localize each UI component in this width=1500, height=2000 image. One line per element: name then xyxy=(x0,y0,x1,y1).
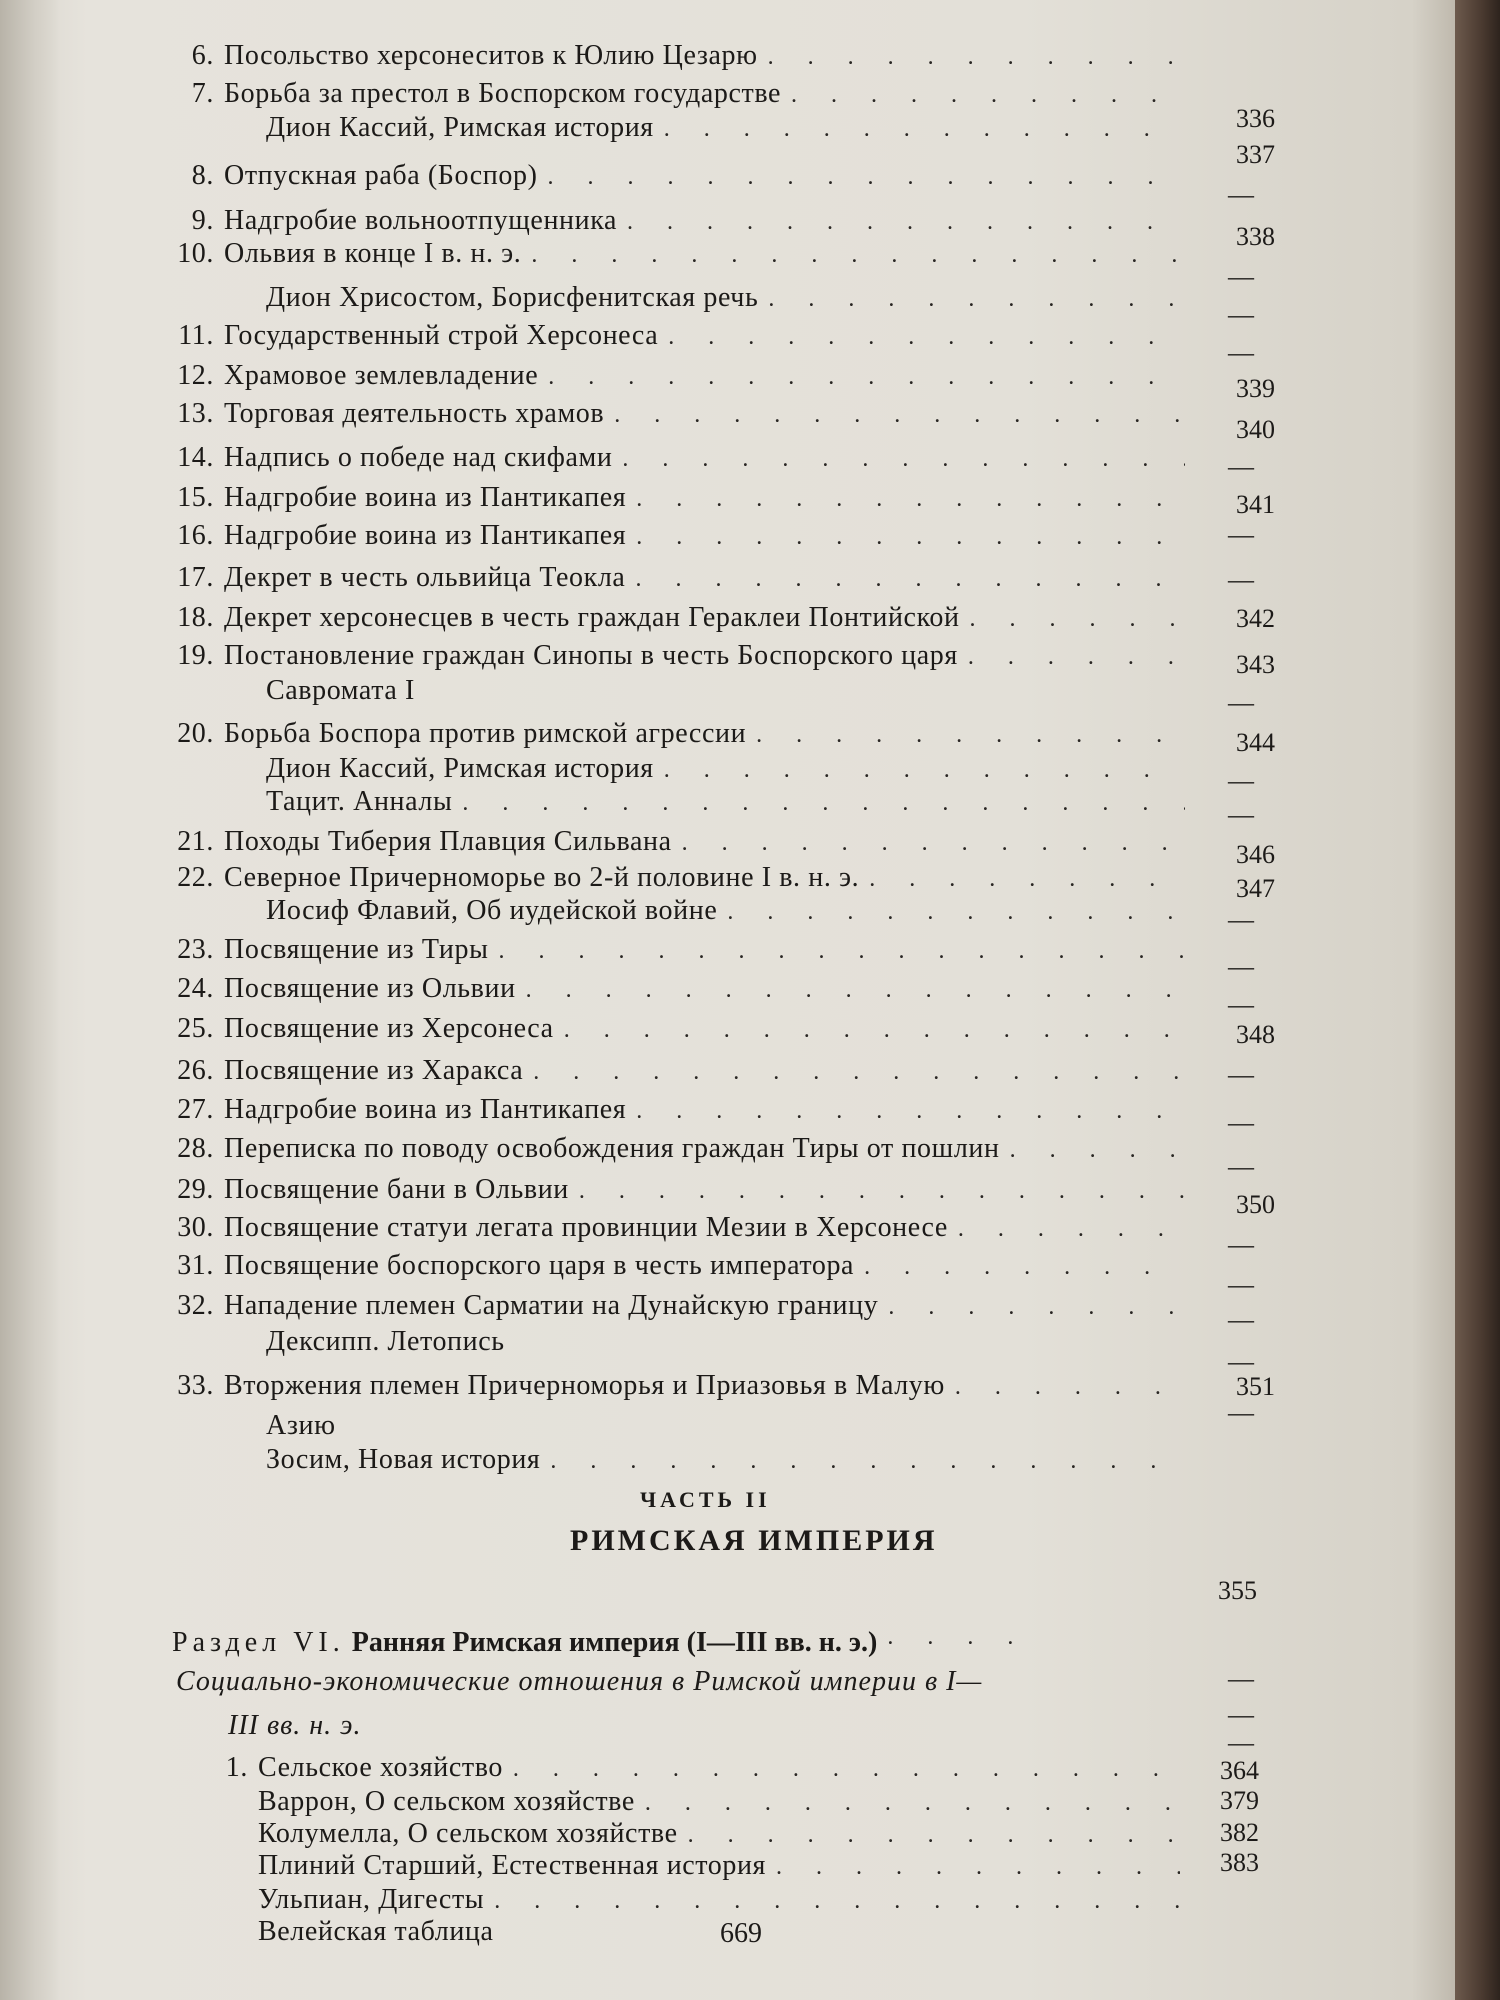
toc-entry xyxy=(166,160,1185,200)
page-number: — xyxy=(1228,1728,1254,1757)
page-number: 341 xyxy=(1236,490,1275,519)
entry-number: 23. xyxy=(177,934,214,965)
page-number: — xyxy=(1228,800,1254,829)
toc-entry xyxy=(266,1444,1185,1484)
entry-number: 21. xyxy=(177,826,214,857)
dot-leader xyxy=(854,1254,1185,1281)
toc-entry xyxy=(166,482,1185,522)
entry-number: 9. xyxy=(191,205,214,236)
toc-entry xyxy=(166,398,1185,438)
entry-number: 26. xyxy=(177,1055,214,1086)
entry-number: 20. xyxy=(177,718,214,749)
entry-title: Посвящение из Харакса xyxy=(224,1055,524,1086)
page-number: 342 xyxy=(1236,604,1275,633)
dot-leader xyxy=(569,1178,1185,1205)
entry-title: Торговая деятельность храмов xyxy=(224,398,605,429)
dot-leader xyxy=(678,1822,1180,1849)
page-number: 364 xyxy=(1220,1756,1259,1785)
entry-number: 24. xyxy=(177,973,214,1004)
entry-title: Декрет в честь ольвийца Теокла xyxy=(224,562,626,593)
dot-leader xyxy=(626,486,1185,513)
page-number: — xyxy=(1228,990,1254,1019)
dot-leader xyxy=(746,722,1185,749)
entry-title: Дексипп. Летопись xyxy=(266,1326,505,1357)
dot-leader xyxy=(452,790,1185,817)
dot-leader xyxy=(503,1756,1180,1783)
dot-leader xyxy=(538,364,1185,391)
page-number: — xyxy=(1228,1108,1254,1137)
entry-title: Дион Хрисостом, Борисфенитская речь xyxy=(266,282,759,313)
page-number: — xyxy=(1228,300,1254,329)
dot-leader xyxy=(758,286,1185,313)
entry-number: 1. xyxy=(225,1752,248,1783)
dot-leader xyxy=(617,209,1185,236)
dot-leader xyxy=(1000,1137,1185,1164)
page-number: 336 xyxy=(1236,104,1275,133)
entry-title: Надпись о победе над скифами xyxy=(224,442,613,473)
part-title: РИМСКАЯ ИМПЕРИЯ xyxy=(570,1524,938,1557)
entry-number: 30. xyxy=(177,1212,214,1243)
page-number: — xyxy=(1228,688,1254,717)
entry-title: Посвящение бани в Ольвии xyxy=(224,1174,569,1205)
page-number: 339 xyxy=(1236,374,1275,403)
entry-number: 31. xyxy=(177,1250,214,1281)
entry-number: 16. xyxy=(177,520,214,551)
section-label: Раздел VI. xyxy=(172,1627,345,1658)
entry-number: 29. xyxy=(177,1174,214,1205)
toc-entry xyxy=(166,562,1185,602)
entry-title: Северное Причерноморье во 2-й половине I в. н. э. xyxy=(224,862,860,893)
toc-entry xyxy=(166,1212,1185,1252)
page-number: — xyxy=(1228,1305,1254,1334)
page-number: — xyxy=(1228,1152,1254,1181)
page-number: 347 xyxy=(1236,874,1275,903)
toc-entry xyxy=(166,826,1185,866)
dot-leader xyxy=(948,1216,1185,1243)
dot-leader xyxy=(654,116,1185,143)
dot-leader xyxy=(516,977,1185,1004)
entry-title: Тацит. Анналы xyxy=(266,786,453,817)
page-number: — xyxy=(1228,180,1254,209)
entry-title: Велейская таблица xyxy=(258,1916,494,1947)
entry-title: Отпускная раба (Боспор) xyxy=(224,160,538,191)
toc-entry xyxy=(266,1326,1185,1366)
entry-title: Посвящение боспорского царя в честь императора xyxy=(224,1250,855,1281)
page-number: — xyxy=(1228,905,1254,934)
entry-title: Плиний Старший, Естественная история xyxy=(258,1850,767,1881)
toc-subentry xyxy=(258,1916,1180,1956)
page-number: 340 xyxy=(1236,415,1275,444)
entry-title: Борьба за престол в Боспорском государстве xyxy=(224,78,782,109)
dot-leader xyxy=(612,446,1185,473)
dot-leader xyxy=(717,899,1185,926)
entry-title: Храмовое землевладение xyxy=(224,360,539,391)
entry-number: 6. xyxy=(191,40,214,71)
toc-entry xyxy=(166,1133,1185,1173)
entry-title: Посвящение из Тиры xyxy=(224,934,489,965)
entry-title: Декрет херсонесцев в честь граждан Гераклеи Понтийской xyxy=(224,602,960,633)
toc-entry xyxy=(266,112,1185,152)
entry-title: Надгробие воина из Пантикапея xyxy=(224,1094,627,1125)
entry-title: Сельское хозяйство xyxy=(258,1752,503,1783)
dot-leader xyxy=(604,402,1185,429)
entry-title: Посольство херсонеситов к Юлию Цезарю xyxy=(224,40,758,71)
dot-leader xyxy=(781,82,1185,109)
toc-entry xyxy=(166,1013,1185,1053)
page-number: 350 xyxy=(1236,1190,1275,1219)
entry-number: 13. xyxy=(177,398,214,429)
dot-leader xyxy=(766,1854,1180,1881)
entry-title: Вторжения племен Причерноморья и Приазовья в Малую xyxy=(224,1370,945,1401)
dot-leader xyxy=(554,1017,1185,1044)
toc-entry xyxy=(166,1094,1185,1134)
entry-number: 17. xyxy=(177,562,214,593)
dot-leader xyxy=(877,1624,1037,1651)
toc-entry xyxy=(166,238,1185,278)
entry-title: Государственный строй Херсонеса xyxy=(224,320,659,351)
dot-leader xyxy=(540,1448,1185,1475)
toc-entry xyxy=(166,973,1185,1013)
toc-entry xyxy=(166,1370,1185,1410)
toc-entry xyxy=(166,320,1185,360)
dot-leader xyxy=(859,866,1185,893)
toc-entry xyxy=(166,442,1185,482)
page-number: — xyxy=(1228,262,1254,291)
entry-number: 19. xyxy=(177,640,214,671)
page-number: 337 xyxy=(1236,140,1275,169)
section-title: Ранняя Римская империя (I—III вв. н. э.) xyxy=(351,1627,878,1658)
page-number: 338 xyxy=(1236,222,1275,251)
page-number: — xyxy=(1228,952,1254,981)
page-number: — xyxy=(1228,520,1254,549)
page-number: — xyxy=(1228,1270,1254,1299)
entry-title: Борьба Боспора против римской агрессии xyxy=(224,718,747,749)
dot-leader xyxy=(658,324,1185,351)
toc-entry xyxy=(166,934,1185,974)
toc-entry xyxy=(166,520,1185,560)
page-folio: 669 xyxy=(720,1918,762,1949)
book-cover-edge xyxy=(1455,0,1500,2000)
entry-title: Нападение племен Сарматии на Дунайскую границу xyxy=(224,1290,879,1321)
page-number: — xyxy=(1228,1664,1254,1693)
entry-number: 25. xyxy=(177,1013,214,1044)
page-number: — xyxy=(1228,338,1254,367)
dot-leader xyxy=(523,1059,1185,1086)
dot-leader xyxy=(878,1294,1185,1321)
entry-number: 8. xyxy=(191,160,214,191)
entry-title: Надгробие воина из Пантикапея xyxy=(224,520,627,551)
toc-entry xyxy=(166,602,1185,642)
page-number: 344 xyxy=(1236,728,1275,757)
toc-entry xyxy=(166,1055,1185,1095)
entry-title: Зосим, Новая история xyxy=(266,1444,541,1475)
entry-number: 27. xyxy=(177,1094,214,1125)
toc-entry xyxy=(166,1290,1185,1330)
dot-leader xyxy=(960,606,1185,633)
toc-entry xyxy=(166,40,1185,80)
page-number: 351 xyxy=(1236,1372,1275,1401)
entry-title: Колумелла, О сельском хозяйстве xyxy=(258,1818,678,1849)
entry-title: Походы Тиберия Плавция Сильвана xyxy=(224,826,672,857)
part-page-number: 355 xyxy=(1218,1576,1257,1605)
dot-leader xyxy=(484,1888,1180,1915)
dot-leader xyxy=(654,757,1185,784)
page-number: — xyxy=(1228,1060,1254,1089)
entry-title: Ольвия в конце I в. н. э. xyxy=(224,238,522,269)
dot-leader xyxy=(625,566,1185,593)
dot-leader xyxy=(626,1098,1185,1125)
entry-title: Варрон, О сельском хозяйстве xyxy=(258,1786,635,1817)
toc-entry xyxy=(266,675,1185,715)
entry-title: Ульпиан, Дигесты xyxy=(258,1884,485,1915)
entry-title: Посвящение из Ольвии xyxy=(224,973,516,1004)
entry-number: 7. xyxy=(191,78,214,109)
entry-title: Постановление граждан Синопы в честь Боспорского царя xyxy=(224,640,958,671)
entry-title: Надгробие вольноотпущенника xyxy=(224,205,618,236)
socio-heading-line2: III вв. н. э. xyxy=(228,1710,362,1741)
page-number: — xyxy=(1228,1700,1254,1729)
page-number: 382 xyxy=(1220,1818,1259,1847)
dot-leader xyxy=(626,524,1185,551)
page-number: 379 xyxy=(1220,1786,1259,1815)
page-number: — xyxy=(1228,565,1254,594)
entry-number: 22. xyxy=(177,862,214,893)
page-number: — xyxy=(1228,1398,1254,1427)
dot-leader xyxy=(672,830,1185,857)
dot-leader xyxy=(489,938,1185,965)
page-number: 348 xyxy=(1236,1020,1275,1049)
entry-title: Савромата I xyxy=(266,675,415,706)
entry-title: Дион Кассий, Римская история xyxy=(266,112,654,143)
entry-number: 11. xyxy=(178,320,214,351)
dot-leader xyxy=(538,164,1185,191)
section-heading xyxy=(172,1624,1037,1659)
dot-leader xyxy=(758,44,1185,71)
entry-title: Посвящение из Херсонеса xyxy=(224,1013,554,1044)
toc-entry xyxy=(266,895,1185,935)
entry-number: 15. xyxy=(177,482,214,513)
entry-number: 18. xyxy=(177,602,214,633)
toc-entry xyxy=(166,1174,1185,1214)
toc-entry xyxy=(166,360,1185,400)
page-number: — xyxy=(1228,1230,1254,1259)
socio-heading-line1: Социально-экономические отношения в Римской империи в I— xyxy=(176,1666,983,1697)
page-number: — xyxy=(1228,766,1254,795)
dot-leader xyxy=(958,644,1185,671)
toc-entry xyxy=(166,640,1185,680)
entry-number: 14. xyxy=(177,442,214,473)
entry-title: Дион Кассий, Римская история xyxy=(266,753,654,784)
page-number: — xyxy=(1228,1347,1254,1376)
page-number: 383 xyxy=(1220,1848,1259,1877)
page-number: 346 xyxy=(1236,840,1275,869)
entry-number: 10. xyxy=(177,238,214,269)
toc-entry xyxy=(166,1250,1185,1290)
toc-entry xyxy=(266,282,1185,322)
entry-title: Иосиф Флавий, Об иудейской войне xyxy=(266,895,718,926)
entry-number: 28. xyxy=(177,1133,214,1164)
dot-leader xyxy=(635,1790,1180,1817)
part-label: ЧАСТЬ II xyxy=(640,1487,771,1512)
entry-number: 12. xyxy=(177,360,214,391)
entry-title: Надгробие воина из Пантикапея xyxy=(224,482,627,513)
page-number: 343 xyxy=(1236,650,1275,679)
page-number: — xyxy=(1228,452,1254,481)
toc-entry xyxy=(266,786,1185,826)
dot-leader xyxy=(521,242,1185,269)
toc-entry xyxy=(166,718,1185,758)
entry-title: Азию xyxy=(266,1410,336,1441)
entry-number: 33. xyxy=(177,1370,214,1401)
entry-title: Переписка по поводу освобождения граждан Тиры от пошлин xyxy=(224,1133,1000,1164)
dot-leader xyxy=(945,1374,1185,1401)
entry-number: 32. xyxy=(177,1290,214,1321)
entry-title: Посвящение статуи легата провинции Мезии в Херсонесе xyxy=(224,1212,948,1243)
